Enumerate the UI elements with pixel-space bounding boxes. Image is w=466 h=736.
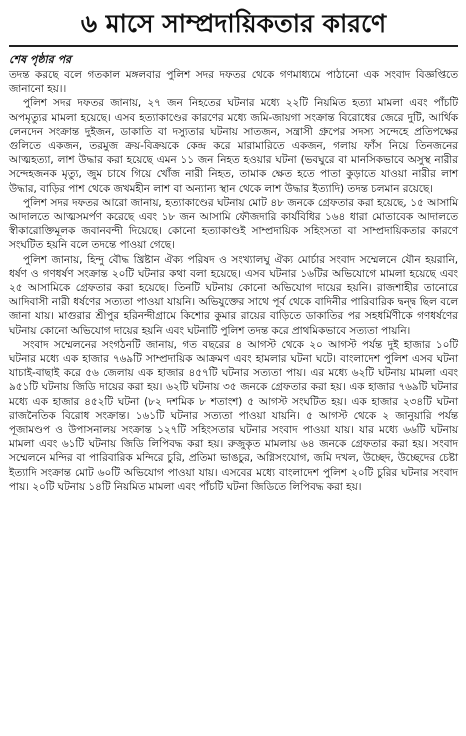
article-paragraph: পুলিশ জানায়, হিন্দু বৌদ্ধ খ্রিষ্টান ঐক্য পরিষদ ও সংখ্যালঘু ঐক্য মোর্চার সংবাদ সম্মেলনে যৌন হয়রানি, ধর্ষণ ও গণধর্ষণ সংক্রান্ত ২০টি ঘটনার কথা বলা হয়েছে। এসব ঘটনার ১৬টির অভিযোগে মামলা হয়েছে এবং ২৫ আসামিকে গ্রেফতার করা হয়েছে। তিনটি ঘটনায় কোনো অভিযোগ দায়ের হয়নি। রাজশাহীর তানোরে আদিবাসী নারী ধর্ষণের সত্যতা পাওয়া যায়নি। অভিযুক্তের সাথে পূর্ব থেকে বাদিনীর পারিবারিক দ্বন্দ্ব ছিল বলে জানা যায়। মাগুরার শ্রীপুর হরিনন্দীগ্রামে কিশোর কুমার রায়ের বাড়িতে ডাকাতির পর সহধর্মিণীকে গণধর্ষণের ঘটনায় কোনো অভিযোগ দায়ের হয়নি এবং ঘটনাটি পুলিশ তদন্ত করে প্রাথমিকভাবে সত্যতা পায়নি। bbox=[9, 253, 458, 337]
headline-divider bbox=[9, 45, 458, 47]
continued-from-label: শেষ পৃষ্ঠার পর bbox=[9, 53, 72, 66]
headline: ৬ মাসে সাম্প্রদায়িকতার কারণে bbox=[80, 9, 387, 38]
article-paragraph: তদন্ত করছে বলে গতকাল মঙ্গলবার পুলিশ সদর দফতর থেকে গণমাধ্যমে পাঠানো এক সংবাদ বিজ্ঞপ্তিতে জানানো হয়।। bbox=[9, 69, 458, 96]
article-paragraph: সংবাদ সম্মেলনের সংগঠনটি জানায়, গত বছরের ৪ আগস্ট থেকে ২০ আগস্ট পর্যন্ত দুই হাজার ১০টি ঘটনার মধ্যে এক হাজার ৭৬৯টি সাম্প্রদায়িক আক্রমণ এবং হামলার ঘটনা ঘটে। বাংলাদেশ পুলিশ এসব ঘটনা যাচাই-বাছাই করে ৫৬ জেলায় এক হাজার ৪৫৭টি ঘটনার সত্যতা পায়। এর মধ্যে ৬২টি ঘটনায় মামলা এবং ৯৫১টি ঘটনায় জিডি দায়ের করা হয়। ৬২টি ঘটনায় ৩৫ জনকে গ্রেফতার করা হয়। এক হাজার ৭৬৯টি ঘটনার মধ্যে এক হাজার ৪৫২টি ঘটনা (৮২ দশমিক ৮ শতাংশ) ৫ আগস্ট সংঘটিত হয়। এক হাজার ২৩৪টি ঘটনা রাজনৈতিক বিরোধ সংক্রান্ত। ১৬১টি ঘটনার সত্যতা পাওয়া যায়নি। ৫ আগস্ট থেকে ২ জানুয়ারি পর্যন্ত পূজামণ্ডপ ও উপাসনালয় সংক্রান্ত ১২৭টি সহিংসতার ঘটনার সংবাদ পাওয়া যায়। যার মধ্যে ৬৬টি ঘটনায় মামলা এবং ৬১টি ঘটনায় জিডি লিপিবদ্ধ করা হয়। রুজুকৃত মামলায় ৬৪ জনকে গ্রেফতার করা হয়। সংবাদ সম্মেলনে মন্দির বা পারিবারিক মন্দিরে চুরি, প্রতিমা ভাঙচুর, অগ্নিসংযোগ, জমি দখল, উচ্ছেদ, উচ্ছেদের চেষ্টা ইত্যাদি সংক্রান্ত মোট ৬০টি অভিযোগ পাওয়া যায়। এসবের মধ্যে বাংলাদেশ পুলিশ ২০টি চুরির ঘটনার সংবাদ পায়। ২০টি ঘটনায় ১৪টি নিয়মিত মামলা এবং পাঁচটি ঘটনা জিডিতে লিপিবদ্ধ করা হয়। bbox=[9, 338, 458, 493]
article-paragraph: পুলিশ সদর দফতর আরো জানায়, হত্যাকাণ্ডের ঘটনায় মোট ৪৮ জনকে গ্রেফতার করা হয়েছে, ১৫ আসামি আদালতে আত্মসমর্পণ করেছে এবং ১৮ জন আসামি ফৌজদারি কার্যবিধির ১৬৪ ধারা মোতাবেক আদালতে স্বীকারোক্তিমূলক জবানবন্দী দিয়েছে। কোনো হত্যাকাণ্ডই সাম্প্রদায়িক সহিংসতা বা সাম্প্রদায়িকতার কারণে সংঘটিত হয়নি বলে তদন্তে পাওয়া গেছে। bbox=[9, 196, 458, 252]
article-paragraph: পুলিশ সদর দফতর জানায়, ২৭ জন নিহতের ঘটনার মধ্যে ২২টি নিয়মিত হত্যা মামলা এবং পাঁচটি অপমৃত্যুর মামলা হয়েছে। এসব হত্যাকাণ্ডের কারণের মধ্যে জমি-জায়গা সংক্রান্ত বিরোধের জেরে দুটি, আর্থিক লেনদেন সংক্রান্ত দুইজন, ডাকাতি বা দস্যুতার ঘটনায় সাতজন, সন্ত্রাসী গ্রুপের সদস্য সন্দেহে প্রতিপক্ষের গুলিতে একজন, তরমুজ ক্রয়-বিক্রয়কে কেন্দ্র করে মারামারিতে একজন, গলায় ফাঁস নিয়ে তিনজনের আত্মহত্যা, লাশ উদ্ধার করা হয়েছে এমন ১১ জন নিহত হওয়ার ঘটনা (ভবঘুরে বা মানসিকভাবে অসুস্থ নারীর সন্দেহজনক মৃত্যু, জুম চাষে গিয়ে খোঁজ নারী নিহত, তামাক ক্ষেত হতে পাতা কুড়াতে যাওয়া নারীর লাশ উদ্ধার, বাড়ির পাশ থেকে জখমহীন লাশ বা অন্যান্য স্থান থেকে লাশ উদ্ধার ইত্যাদি) তদন্ত চলমান রয়েছে। bbox=[9, 97, 458, 195]
